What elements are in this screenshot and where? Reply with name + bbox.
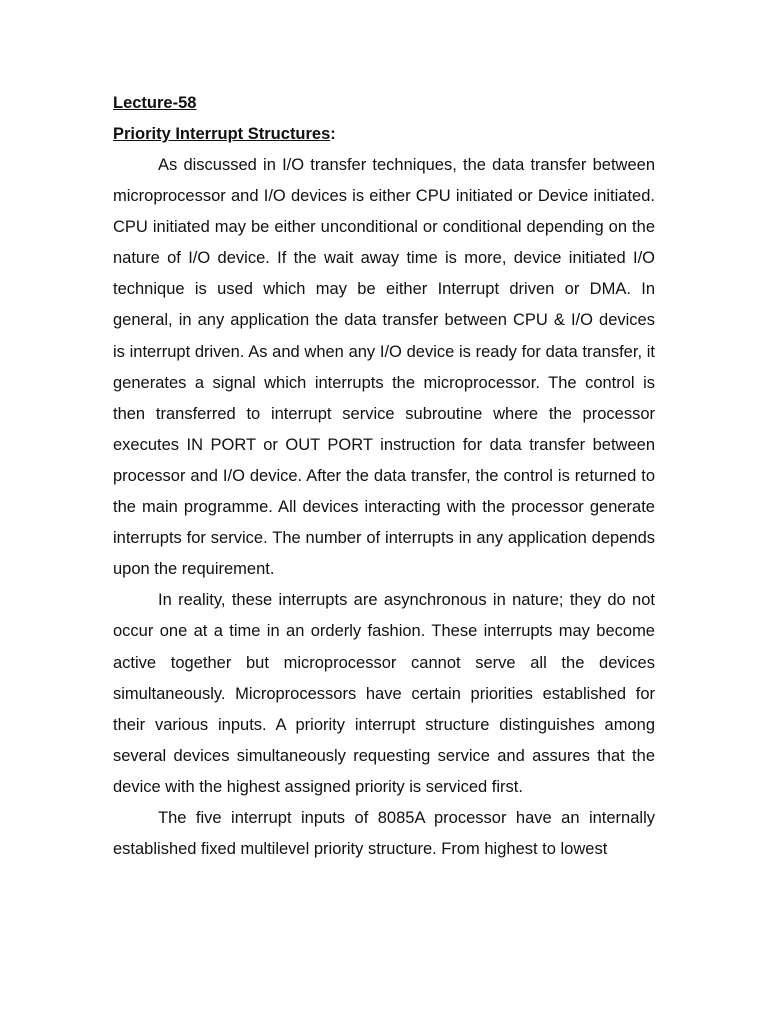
lecture-label: Lecture-58 [113,94,197,112]
paragraph-3: The five interrupt inputs of 8085A processor have an internally established fixed multilevel priority structure. From highest to lowest [113,808,655,859]
paragraph-2: In reality, these interrupts are asynchronous in nature; they do not occur one at a time in an orderly fashion. These interrupts may become active together but microprocessor cannot serve all the devices simultaneously. Microprocessors have certain priorities established for their various inputs. A priority interrupt structure distinguishes among several devices simultaneously requesting service and assures that the device with the highest assigned priority is serviced first. [113,591,655,796]
section-heading-colon: : [330,125,336,143]
section-heading [113,119,655,150]
paragraph-1: As discussed in I/O transfer techniques, the data transfer between microprocessor and I/O devices is either CPU initiated or Device initiated. CPU initiated may be either unconditional or conditional depending on the nature of I/O device. If the wait away time is more, device initiated I/O technique is used which may be either Interrupt driven or DMA. In general, in any application the data transfer between CPU & I/O devices is interrupt driven. As and when any I/O device is ready for data transfer, it generates a signal which interrupts the microprocessor. The control is then transferred to interrupt service subroutine where the processor executes IN PORT or OUT PORT instruction for data transfer between processor and I/O device. After the data transfer, the control is returned to the main programme. All devices interacting with the processor generate interrupts for service. The number of interrupts in any application depends upon the requirement. [113,156,655,579]
section-heading-title: Priority Interrupt Structures [113,125,331,143]
document-page [113,88,655,865]
